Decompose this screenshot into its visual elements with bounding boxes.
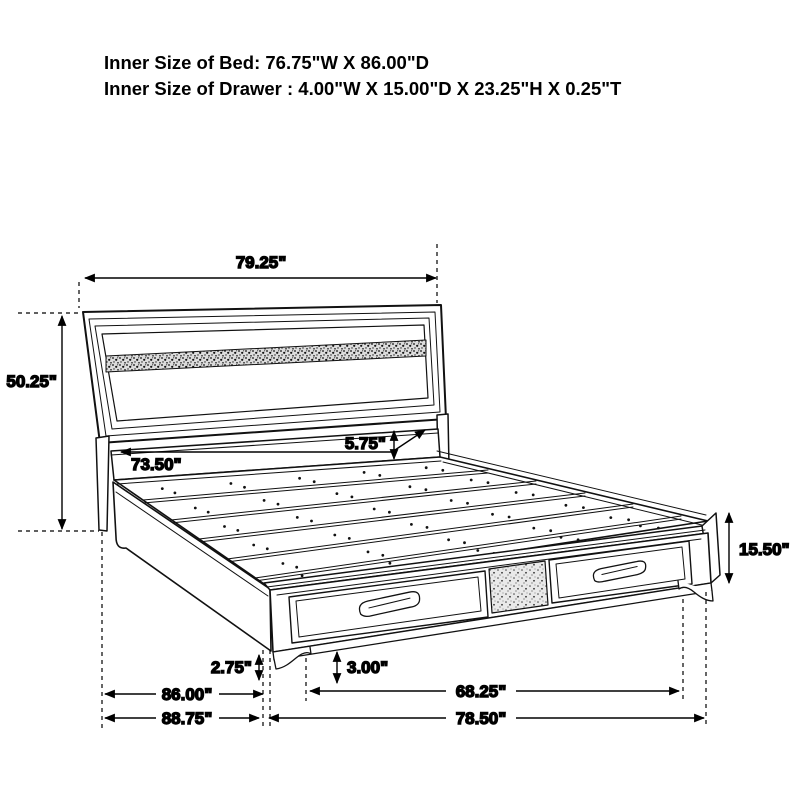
dim-label-headboard-width: 79.25" <box>235 253 287 272</box>
dim-label-footboard-height: 15.50" <box>739 540 790 559</box>
dim-label-footboard-width: 78.50" <box>455 709 507 728</box>
inner-size-bed-text: Inner Size of Bed: 76.75"W X 86.00"D <box>104 52 429 73</box>
dim-label-bracket-foot-height: 3.00" <box>347 658 389 677</box>
dim-label-drawer-section-width: 68.25" <box>455 682 507 701</box>
inner-size-drawer-text: Inner Size of Drawer : 4.00"W X 15.00"D X 23.25"H X 0.25"T <box>104 78 622 99</box>
dim-label-outer-depth: 88.75" <box>161 709 213 728</box>
dim-label-headboard-height: 50.25" <box>6 372 57 391</box>
dim-label-back-rail-height: 5.75" <box>344 434 386 453</box>
dim-label-inner-depth: 86.00" <box>161 685 213 704</box>
dim-label-inner-width: 73.50" <box>131 455 182 474</box>
footboard-glitter-panel <box>489 561 548 613</box>
dim-label-foot-clearance: 2.75" <box>210 658 252 677</box>
headboard-left-leg <box>96 436 109 531</box>
header-note <box>104 52 622 99</box>
